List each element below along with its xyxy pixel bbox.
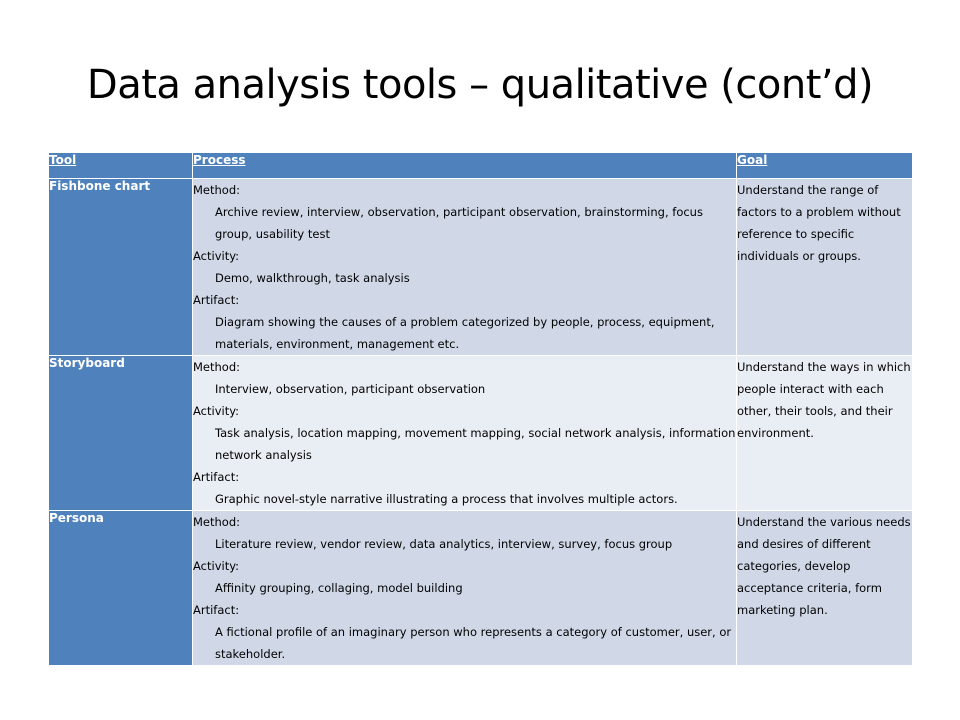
artifact-label: Artifact: bbox=[193, 603, 240, 617]
method-text: Archive review, interview, observation, participant observation, brainstorming, focus group, usability test bbox=[215, 205, 703, 241]
process-cell bbox=[193, 511, 737, 666]
activity-label: Activity: bbox=[193, 404, 240, 418]
tool-name: Storyboard bbox=[49, 356, 193, 511]
artifact-text: Graphic novel-style narrative illustrating a process that involves multiple actors. bbox=[215, 492, 678, 506]
activity-text: Task analysis, location mapping, movement mapping, social network analysis, information network analysis bbox=[215, 426, 736, 462]
table-row bbox=[49, 511, 913, 666]
header-tool: Tool bbox=[49, 153, 193, 179]
tools-table bbox=[48, 152, 913, 666]
artifact-text: A fictional profile of an imaginary person who represents a category of customer, user, or stakeholder. bbox=[215, 625, 732, 661]
goal-cell: Understand the various needs and desires of different categories, develop acceptance criteria, form marketing plan. bbox=[737, 511, 913, 666]
tool-name: Fishbone chart bbox=[49, 179, 193, 356]
header-process: Process bbox=[193, 153, 737, 179]
slide-title: Data analysis tools – qualitative (cont’d) bbox=[86, 62, 874, 108]
method-label: Method: bbox=[193, 515, 241, 529]
method-text: Interview, observation, participant observation bbox=[215, 382, 486, 396]
tool-name: Persona bbox=[49, 511, 193, 666]
method-label: Method: bbox=[193, 360, 241, 374]
activity-text: Affinity grouping, collaging, model building bbox=[215, 581, 463, 595]
process-cell bbox=[193, 356, 737, 511]
activity-label: Activity: bbox=[193, 249, 240, 263]
goal-cell: Understand the ways in which people interact with each other, their tools, and their environment. bbox=[737, 356, 913, 511]
header-goal: Goal bbox=[737, 153, 913, 179]
artifact-text: Diagram showing the causes of a problem categorized by people, process, equipment, materials, environment, management etc. bbox=[215, 315, 715, 351]
artifact-label: Artifact: bbox=[193, 470, 240, 484]
table-row bbox=[49, 356, 913, 511]
table-header-row bbox=[49, 153, 913, 179]
table-row bbox=[49, 179, 913, 356]
goal-cell: Understand the range of factors to a problem without reference to specific individuals or groups. bbox=[737, 179, 913, 356]
activity-text: Demo, walkthrough, task analysis bbox=[215, 271, 410, 285]
process-cell bbox=[193, 179, 737, 356]
artifact-label: Artifact: bbox=[193, 293, 240, 307]
activity-label: Activity: bbox=[193, 559, 240, 573]
method-label: Method: bbox=[193, 183, 241, 197]
method-text: Literature review, vendor review, data analytics, interview, survey, focus group bbox=[215, 537, 673, 551]
